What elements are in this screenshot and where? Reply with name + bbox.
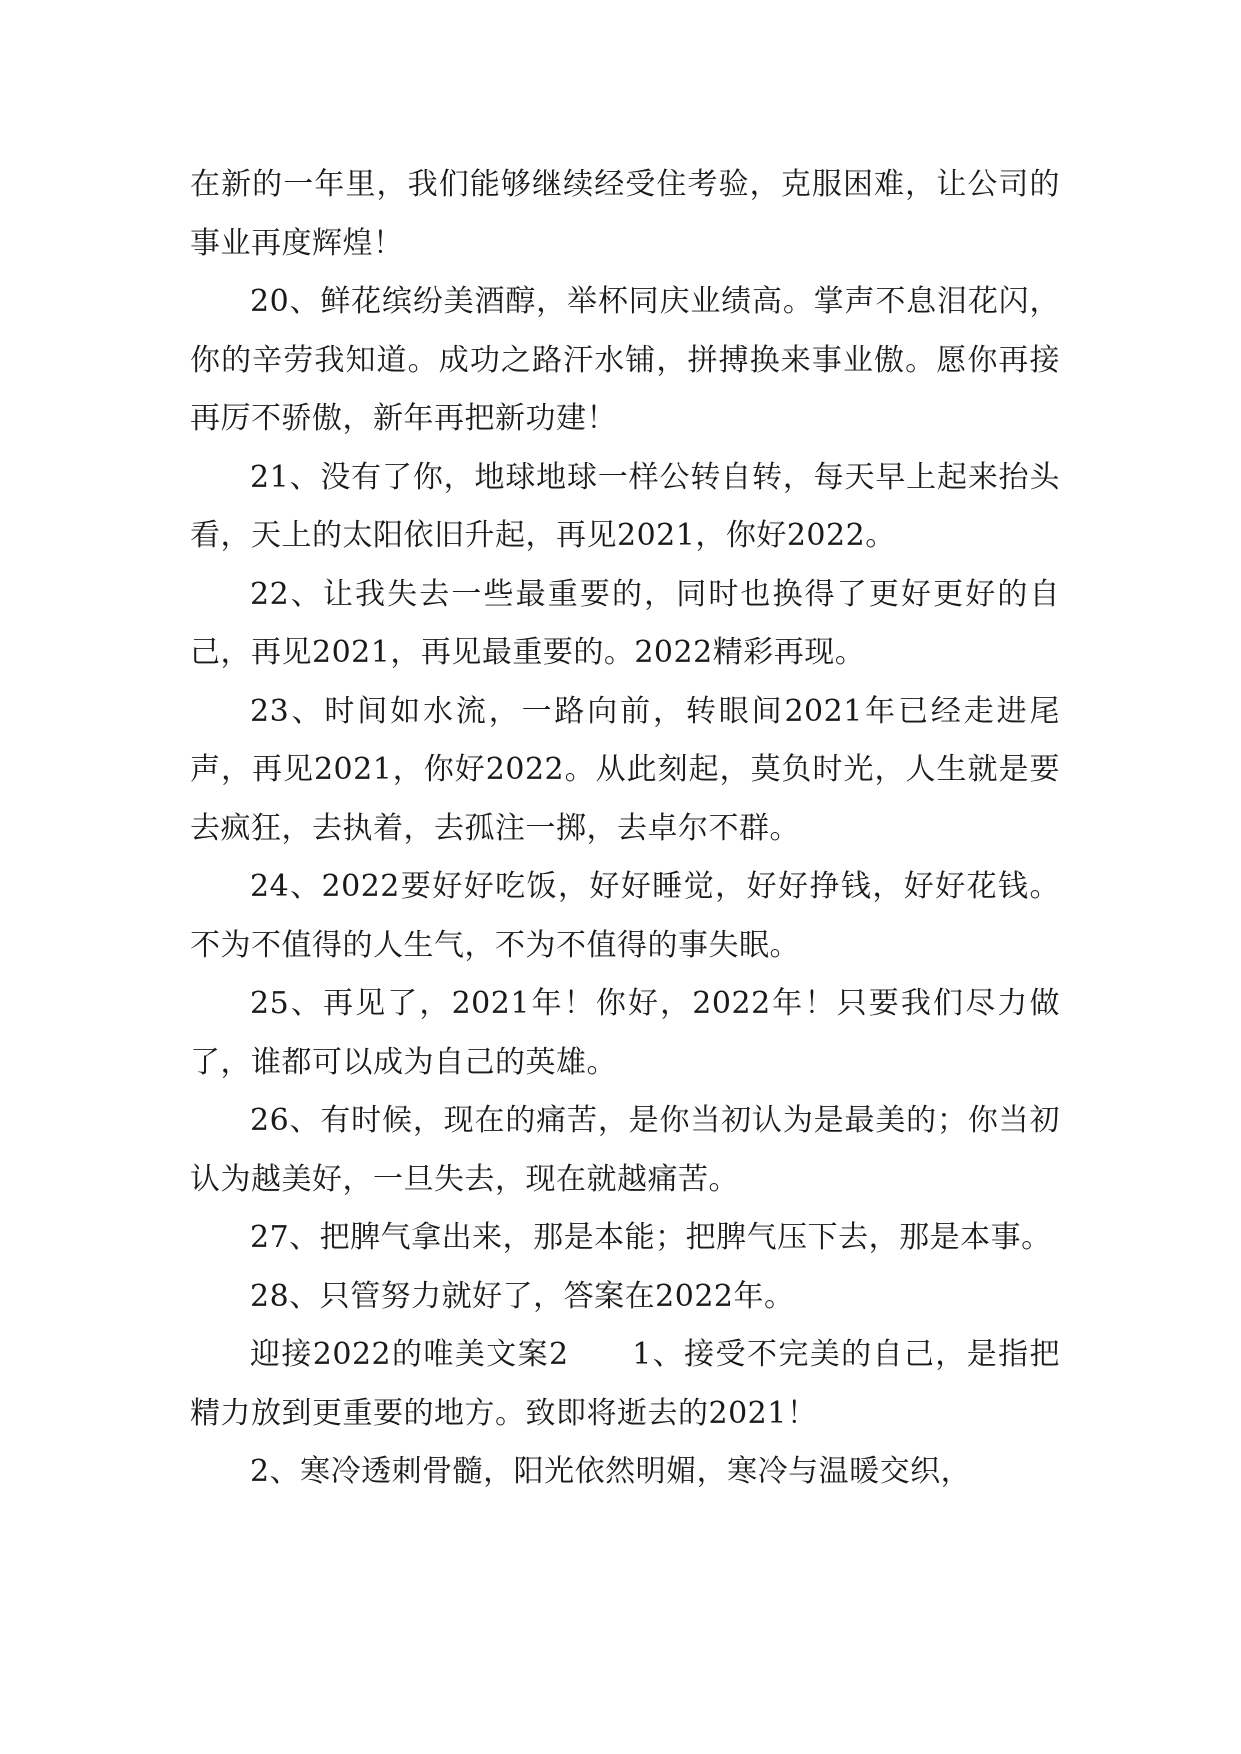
- body-text: [190, 156, 1060, 1502]
- paragraph-item-25: 25、再见了，2021年！你好，2022年！只要我们尽力做了，谁都可以成为自己的英雄。: [190, 986, 1060, 1080]
- paragraph-item-28: 28、只管努力就好了，答案在2022年。: [250, 1278, 795, 1314]
- paragraph-item-21: 21、没有了你，地球地球一样公转自转，每天早上起来抬头看，天上的太阳依旧升起，再见2021，你好2022。: [190, 459, 1060, 553]
- paragraph-item-27: 27、把脾气拿出来，那是本能；把脾气压下去，那是本事。: [250, 1220, 1052, 1255]
- paragraph-item-20: 20、鲜花缤纷美酒醇，举杯同庆业绩高。掌声不息泪花闪，你的辛劳我知道。成功之路汗水铺，拼搏换来事业傲。愿你再接再厉不骄傲，新年再把新功建！: [190, 284, 1060, 436]
- paragraph-section-2-item-1: 迎接2022的唯美文案2 1、接受不完美的自己，是指把精力放到更重要的地方。致即将逝去的2021！: [190, 1337, 1060, 1431]
- paragraph-item-24: 24、2022要好好吃饭，好好睡觉，好好挣钱，好好花钱。不为不值得的人生气，不为不值得的事失眠。: [190, 869, 1060, 963]
- paragraph-item-22: 22、让我失去一些最重要的，同时也换得了更好更好的自己，再见2021，再见最重要的。2022精彩再现。: [190, 576, 1060, 670]
- paragraph-item-23: 23、时间如水流，一路向前，转眼间2021年已经走进尾声，再见2021，你好2022。从此刻起，莫负时光，人生就是要去疯狂，去执着，去孤注一掷，去卓尔不群。: [190, 693, 1060, 846]
- paragraph-section-2-item-2: 2、寒冷透刺骨髓，阳光依然明媚，寒冷与温暖交织，: [250, 1454, 972, 1489]
- paragraph-continuation: 在新的一年里，我们能够继续经受住考验，克服困难，让公司的事业再度辉煌！: [190, 167, 1060, 261]
- paragraph-item-26: 26、有时候，现在的痛苦，是你当初认为是最美的；你当初认为越美好，一旦失去，现在就越痛苦。: [190, 1103, 1060, 1197]
